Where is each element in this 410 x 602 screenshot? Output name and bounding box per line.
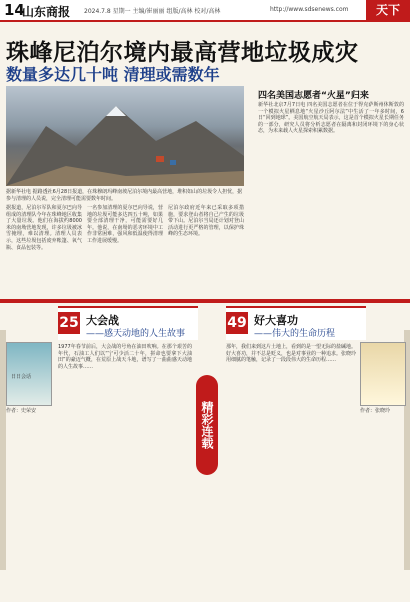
side-story-title: 四名美国志愿者“火星”归来	[258, 91, 369, 101]
page-subhead: 数量多达几十吨 清理或需数年	[6, 65, 220, 84]
feature-left-subtitle: ——感天动地的人生故事	[86, 329, 186, 339]
photo-caption: 据新华社电 据路透社6月28日报道，在珠穆朗玛峰南坡尼泊尔境内最高营地，堆积如山的垃圾令人担忧，据参与清理的人员说，完全清理可能需要数年时间。	[6, 189, 243, 202]
page-number: 14	[4, 1, 25, 19]
feature-left-header	[58, 306, 198, 340]
masthead-bar	[0, 0, 410, 22]
everest-photo	[6, 86, 244, 186]
feature-left-title: 大会战	[86, 314, 119, 327]
story-col-3: 尼泊尔政府近年来已采取多项措施，要求登山者将自己产生的垃圾带下山。尼泊尔当局还计划对登山活动进行更严格的管理，以保护珠峰的生态环境。	[168, 205, 244, 238]
feature-right-number: 49	[226, 312, 248, 334]
feature-left-number: 25	[58, 312, 80, 334]
feature-right-title: 好大喜功	[254, 314, 298, 327]
mountain-illustration	[6, 86, 244, 186]
serial-badge: 精彩连载	[196, 375, 218, 475]
issue-meta: 2024.7.8 星期一 主编/崔丽丽 组版/高林 校对/高林	[84, 8, 221, 15]
side-story-text: 新华社北京7月7日电 四名美国志愿者在位于得克萨斯州休斯敦的一个模拟火星栖息地“火星沙丘阿尔法”中生活了一年多时间，6日“回到地球”。美国航空航天局表示，这是首个模拟火星长期任务的一部分，研究人员将分析志愿者在隔离和封闭环境下的身心状态，为未来载人火星探索积累数据。	[258, 102, 404, 135]
feature-right-header	[226, 306, 366, 340]
section-divider	[0, 299, 410, 303]
feature-left-author: 作者：史荣安	[6, 408, 37, 414]
feature-right-author: 作者：张晓玲	[360, 408, 391, 414]
book-title: 日日会话	[11, 374, 32, 380]
paper-name: 山东商报	[22, 5, 71, 19]
story-col-1: 据报道，尼泊尔军队和夏尔巴向导组成的清理队今年在珠峰地区收集了大量垃圾。他们在海拔约8000米的南坳营地发现，许多垃圾被冰雪掩埋，难以清理。清理人员表示，这些垃圾包括废弃帐篷、氧气瓶、食品包装等。	[6, 205, 82, 251]
feature-right-text: 那年，我们来到这片土地上，看到的是一望无际的盐碱地。好大喜功，并不总是贬义，也是对事业的一种追求。张晓玲用细腻的笔触，记录了一段段伟大的生命历程……	[226, 344, 357, 364]
feature-left-text: 1977年春节前后，大会战的号角在油田吹响。在那个艰苦的年代，石油工人们以“宁可少活二十年，拼命也要拿下大油田”的豪迈气概，在荒原上战天斗地，谱写了一曲曲感天动地的人生故事……	[58, 344, 192, 370]
feature-right-subtitle: ——伟大的生命历程	[254, 329, 336, 339]
feature-left-book-cover	[6, 342, 52, 406]
story-col-2: 一名参加清理的夏尔巴向导说，营地的垃圾可能多达四五十吨，如果要全部清理干净，可能需要好几年。他说，在南坳的恶劣环境中工作非常困难，强风和低温使得清理工作进展缓慢。	[87, 205, 163, 244]
website-url: http://www.sdsenews.com	[270, 6, 349, 13]
feature-right-book-cover	[360, 342, 406, 406]
page-headline: 珠峰尼泊尔境内最高营地垃圾成灾	[6, 40, 359, 66]
section-tag: 天下	[366, 0, 410, 20]
